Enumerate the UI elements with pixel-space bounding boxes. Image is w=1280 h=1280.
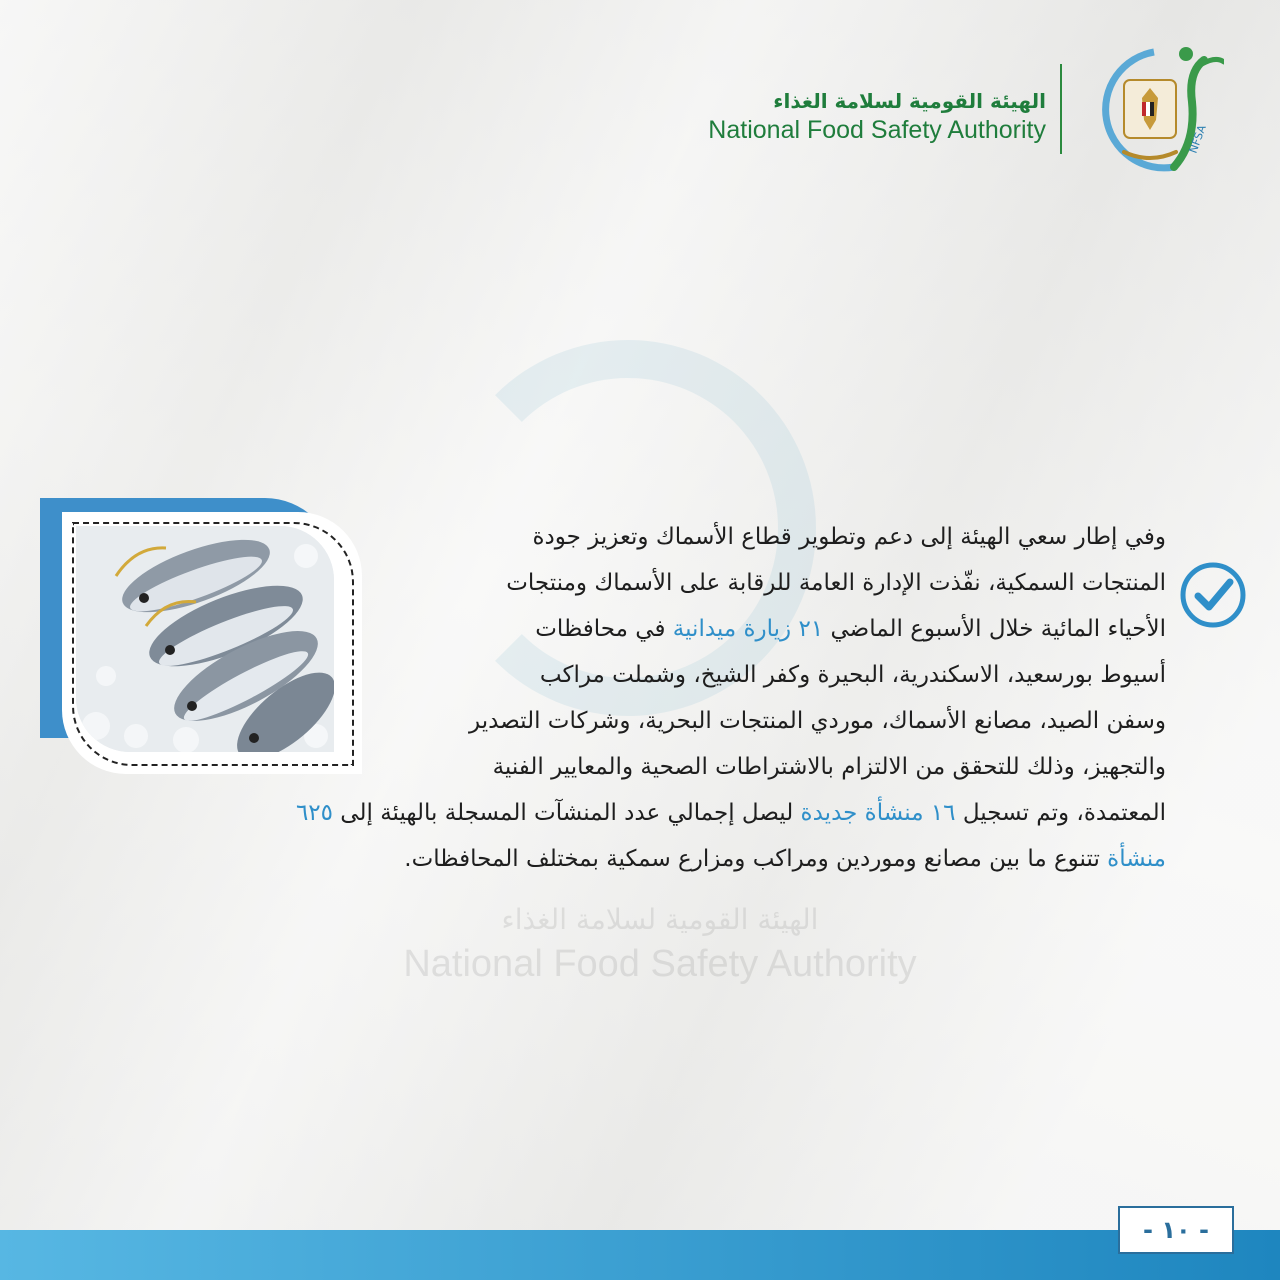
article-line-3 — [366, 606, 1166, 652]
watermark-org-arabic: الهيئة القومية لسلامة الغذاء — [501, 903, 819, 936]
article-line-7-start: المعتمدة، وتم تسجيل — [955, 800, 1166, 826]
field-visits-highlight: ٢١ زيارة ميدانية — [672, 616, 824, 642]
nfsa-emblem-icon — [1084, 42, 1224, 178]
new-facilities-highlight: ١٦ منشأة جديدة — [800, 800, 956, 826]
article-line-2: المنتجات السمكية، نفّذت الإدارة العامة للرقابة على الأسماك ومنتجات — [506, 570, 1166, 596]
check-circle-icon — [1178, 560, 1248, 630]
emblem-text: NFSA — [1186, 123, 1209, 156]
org-name-english: National Food Safety Authority — [708, 116, 1046, 144]
facility-word-highlight: منشأة — [1107, 846, 1166, 872]
article-line-8-end: تتنوع ما بين مصانع وموردين ومراكب ومزارع سمكية بمختلف المحافظات. — [404, 846, 1108, 872]
watermark-org-english: National Food Safety Authority — [403, 943, 917, 985]
article-line-3-end: في محافظات — [535, 616, 673, 642]
article-line-7 — [60, 790, 1166, 836]
logo-divider — [1060, 64, 1062, 154]
article-line-4: أسيوط بورسعيد، الاسكندرية، البحيرة وكفر الشيخ، وشملت مراكب — [539, 662, 1166, 688]
org-name-block — [708, 88, 1046, 146]
article-line-6: والتجهيز، وذلك للتحقق من الالتزام بالاشتراطات الصحية والمعايير الفنية — [492, 754, 1166, 780]
watermark-text — [360, 900, 960, 988]
article-line-7-middle: ليصل إجمالي عدد المنشآت المسجلة بالهيئة إلى — [333, 800, 801, 826]
total-facilities-highlight: ٦٢٥ — [295, 800, 333, 826]
article-line-8 — [60, 836, 1166, 882]
footer-band — [0, 1230, 1280, 1280]
article-line-1: وفي إطار سعي الهيئة إلى دعم وتطوير قطاع الأسماك وتعزيز جودة — [532, 524, 1166, 550]
header — [692, 38, 1252, 178]
article-line-5: وسفن الصيد، مصانع الأسماك، موردي المنتجات البحرية، وشركات التصدير — [469, 708, 1166, 734]
article-body — [60, 514, 1166, 882]
page-number: - ١٠ - — [1118, 1206, 1234, 1254]
org-name-arabic: الهيئة القومية لسلامة الغذاء — [773, 89, 1046, 113]
article-line-3-start: الأحياء المائية خلال الأسبوع الماضي — [823, 616, 1166, 642]
